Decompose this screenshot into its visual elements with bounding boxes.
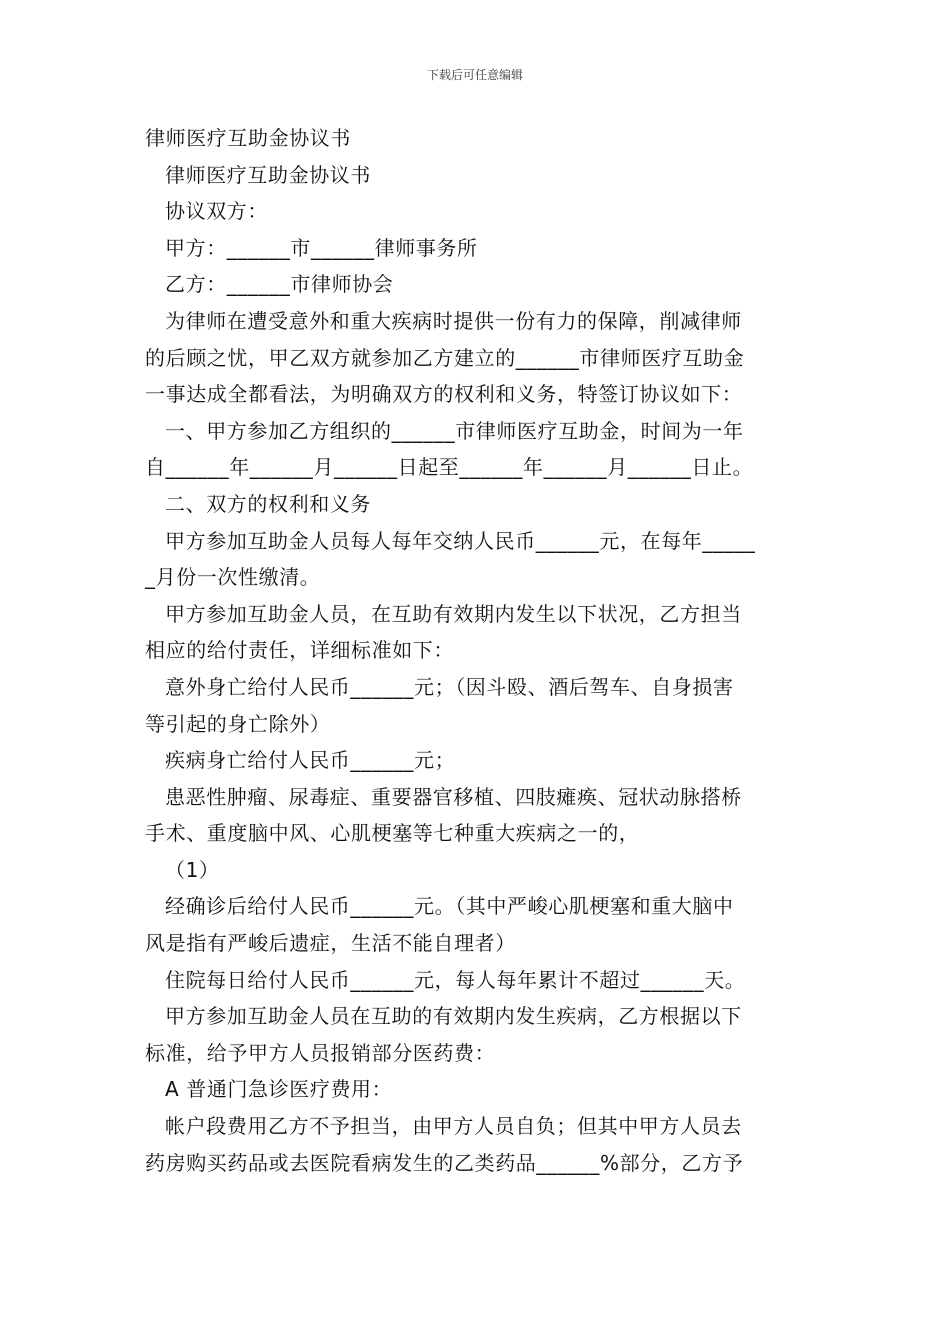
document-line: 风是指有严峻后遗症，生活不能自理者） bbox=[145, 931, 516, 956]
document-line: 二、双方的权利和义务 bbox=[165, 491, 371, 516]
document-line: 甲方参加互助金人员，在互助有效期内发生以下状况，乙方担当 bbox=[165, 601, 742, 626]
document-line: 乙方：______市律师协会 bbox=[165, 272, 394, 297]
header-note: 下载后可任意编辑 bbox=[426, 68, 523, 82]
document-line: A 普通门急诊医疗费用： bbox=[165, 1077, 393, 1102]
document-line: 标准，给予甲方人员报销部分医药费： bbox=[145, 1040, 496, 1065]
document-line: 经确诊后给付人民币______元。（其中严峻心肌梗塞和重大脑中 bbox=[165, 894, 734, 919]
document-line: 帐户段费用乙方不予担当，由甲方人员自负；但其中甲方人员去 bbox=[165, 1114, 742, 1139]
document-line: 自______年______月______日起至______年______月______日止。 bbox=[145, 455, 754, 480]
document-line: 药房购买药品或去医院看病发生的乙类药品______%部分，乙方予 bbox=[145, 1150, 744, 1175]
document-line: （1） bbox=[165, 857, 220, 882]
document-line: 患恶性肿瘤、尿毒症、重要器官移植、四肢瘫痪、冠状动脉搭桥 bbox=[165, 784, 742, 809]
document-line: 相应的给付责任，详细标准如下： bbox=[145, 638, 454, 663]
document-line: 住院每日给付人民币______元，每人每年累计不超过______天。 bbox=[165, 967, 746, 992]
document-line: 意外身亡给付人民币______元；（因斗殴、酒后驾车、自身损害 bbox=[165, 674, 734, 699]
document-line: 协议双方： bbox=[165, 199, 268, 224]
document-title: 律师医疗互助金协议书 bbox=[145, 126, 351, 150]
document-line: 疾病身亡给付人民币______元； bbox=[165, 748, 456, 773]
document-line: 为律师在遭受意外和重大疾病时提供一份有力的保障，削减律师 bbox=[165, 308, 742, 333]
document-line: 手术、重度脑中风、心肌梗塞等七种重大疾病之一的， bbox=[145, 821, 640, 846]
document-line: 甲方：______市______律师事务所 bbox=[165, 235, 478, 260]
document-line: 的后顾之忧，甲乙双方就参加乙方建立的______市律师医疗互助金 bbox=[145, 345, 745, 370]
document-line: 一、甲方参加乙方组织的______市律师医疗互助金，时间为一年 bbox=[165, 418, 744, 443]
document-line: 甲方参加互助金人员每人每年交纳人民币______元，在每年_____ bbox=[165, 528, 756, 553]
document-line: 等引起的身亡除外） bbox=[145, 711, 331, 736]
document-line: 一事达成全都看法，为明确双方的权利和义务，特签订协议如下： bbox=[145, 382, 743, 407]
document-body bbox=[145, 120, 810, 1181]
document-line: 律师医疗互助金协议书 bbox=[165, 162, 371, 187]
document-line: 甲方参加互助金人员在互助的有效期内发生疾病，乙方根据以下 bbox=[165, 1004, 742, 1029]
document-line: _月份一次性缴清。 bbox=[145, 565, 321, 590]
